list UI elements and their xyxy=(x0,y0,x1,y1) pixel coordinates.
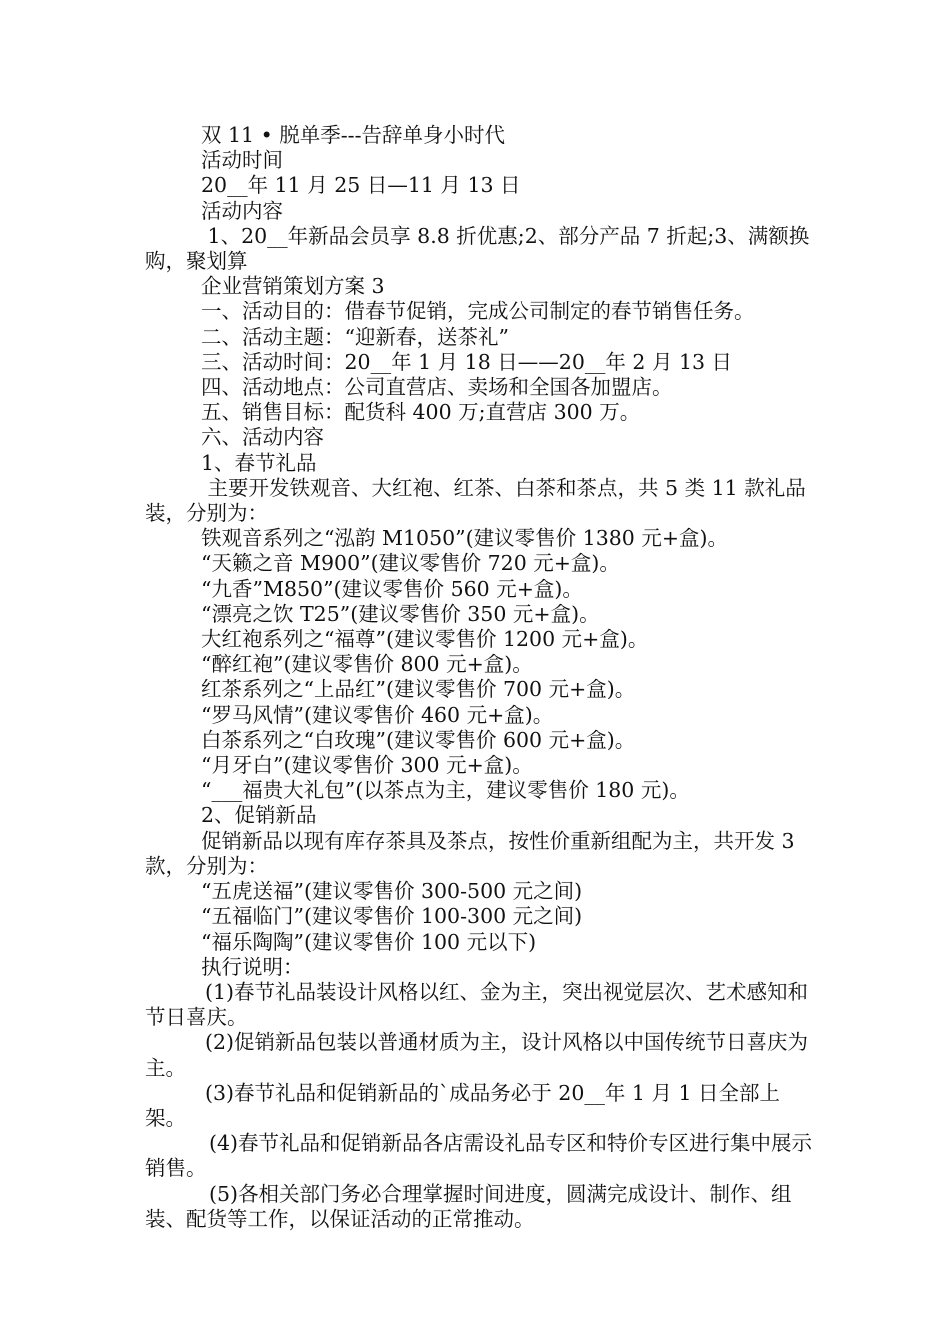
gift-item: “月牙白”(建议零售价 300 元+盒)。 xyxy=(201,753,533,778)
gift-item: 大红袍系列之“福尊”(建议零售价 1200 元+盒)。 xyxy=(201,627,649,652)
execution-heading: 执行说明： xyxy=(201,954,304,979)
gift-item: 红茶系列之“上品红”(建议零售价 700 元+盒)。 xyxy=(201,677,636,702)
activity-time-label: 活动时间 xyxy=(201,148,283,173)
promo-heading: 2、促销新品 xyxy=(201,803,317,828)
purpose-line: 一、活动目的：借春节促销，完成公司制定的春节销售任务。 xyxy=(201,299,755,324)
execution-note: (4)春节礼品和促销新品各店需设礼品专区和特价专区进行集中展示销售。 xyxy=(145,1131,813,1181)
execution-note: (1)春节礼品装设计风格以红、金为主，突出视觉层次、艺术感知和节日喜庆。 xyxy=(145,979,809,1030)
gift-item: “___福贵大礼包”(以茶点为主，建议零售价 180 元)。 xyxy=(201,778,690,803)
gift-item: “醉红袍”(建议零售价 800 元+盒)。 xyxy=(201,652,533,677)
sales-target-line: 五、销售目标：配货科 400 万;直营店 300 万。 xyxy=(201,400,641,425)
gift-item: “罗马风情”(建议零售价 460 元+盒)。 xyxy=(201,702,554,727)
promo-intro: 促销新品以现有库存茶具及茶点，按性价重新组配为主，共开发 3 款，分别为： xyxy=(145,828,802,878)
execution-note: (3)春节礼品和促销新品的`成品务必于 20__年 1 月 1 日全部上架。 xyxy=(145,1080,781,1130)
promo-item: “福乐陶陶”(建议零售价 100 元以下) xyxy=(201,929,537,954)
plan-title: 企业营销策划方案 3 xyxy=(201,274,385,299)
execution-note: (2)促销新品包装以普通材质为主，设计风格以中国传统节日喜庆为主。 xyxy=(145,1030,809,1080)
location-line: 四、活动地点：公司直营店、卖场和全国各加盟店。 xyxy=(201,375,673,400)
gift-item: “漂亮之饮 T25”(建议零售价 350 元+盒)。 xyxy=(201,601,600,626)
promo-item: “五虎送福”(建议零售价 300-500 元之间) xyxy=(201,879,583,904)
document-body xyxy=(145,123,813,1232)
gift-item: “九香”M850”(建议零售价 560 元+盒)。 xyxy=(201,576,583,601)
content-heading: 六、活动内容 xyxy=(201,425,324,450)
promo-item: “五福临门”(建议零售价 100-300 元之间) xyxy=(201,904,583,929)
gift-item: 白茶系列之“白玫瑰”(建议零售价 600 元+盒)。 xyxy=(201,727,636,752)
time-line: 三、活动时间：20__年 1 月 18 日——20__年 2 月 13 日 xyxy=(201,349,733,374)
execution-note: (5)各相关部门务必合理掌握时间进度，圆满完成设计、制作、组装、配货等工作，以保证活动的正常推动。 xyxy=(145,1181,792,1231)
gift-item: “天籁之音 M900”(建议零售价 720 元+盒)。 xyxy=(201,551,620,576)
activity-time-value: 20__年 11 月 25 日—11 月 13 日 xyxy=(201,173,521,198)
theme-line: 二、活动主题：“迎新春，送茶礼” xyxy=(201,324,509,349)
activity-content-text: 1、20__年新品会员享 8.8 折优惠;2、部分产品 7 折起;3、满额换购，聚划算 xyxy=(145,223,810,274)
spring-gifts-intro: 主要开发铁观音、大红袍、红茶、白茶和茶点，共 5 类 11 款礼品装，分别为： xyxy=(145,475,806,526)
section-heading-double11: 双 11 • 脱单季---告辞单身小时代 xyxy=(201,123,506,147)
activity-content-label: 活动内容 xyxy=(201,198,283,223)
spring-gifts-heading: 1、春节礼品 xyxy=(201,450,317,475)
gift-item: 铁观音系列之“泓韵 M1050”(建议零售价 1380 元+盒)。 xyxy=(201,526,729,551)
